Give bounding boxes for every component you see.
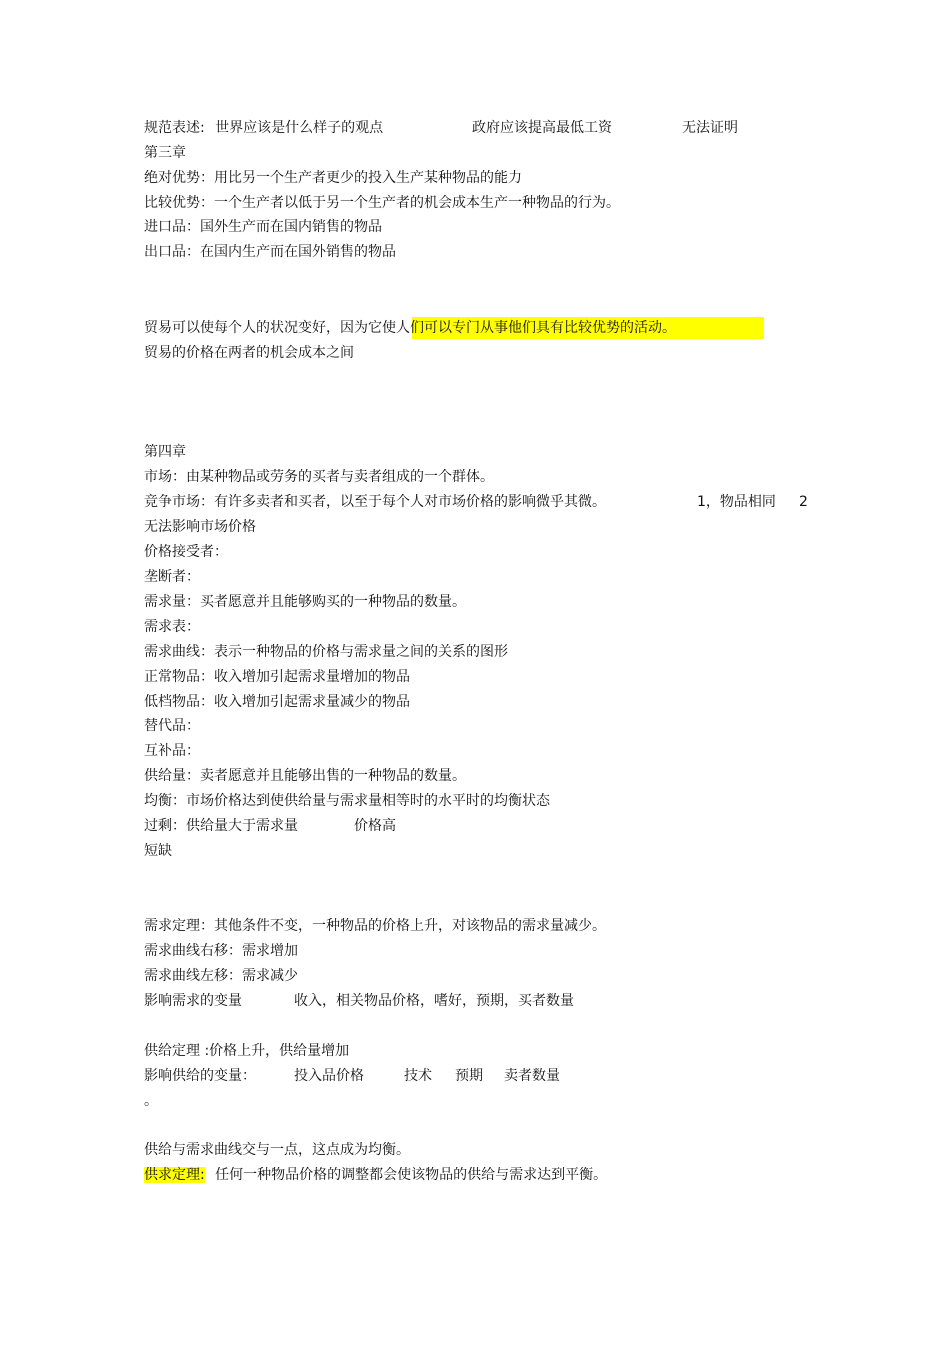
supply-variables-label: 影响供给的变量： xyxy=(144,1068,256,1084)
law-supply-demand-text: 任何一种物品价格的调整都会使该物品的供给与需求达到平衡。 xyxy=(215,1167,608,1183)
normative-label: 规范表述: xyxy=(144,120,205,136)
trade-benefit-highlight: 人们可以专门从事他们具有比较优势的活动。 xyxy=(396,320,676,336)
supply-variable-technology: 技术 xyxy=(404,1068,432,1084)
normative-line xyxy=(144,118,383,138)
market-definition: 市场：由某种物品或劳务的买者与卖者组成的一个群体。 xyxy=(144,469,494,485)
surplus-line: 过剩：供给量大于需求量 xyxy=(144,818,298,834)
quantity-supplied: 供给量：卖者愿意并且能够出售的一种物品的数量。 xyxy=(144,768,466,784)
substitutes: 替代品： xyxy=(144,718,200,734)
demand-curve: 需求曲线：表示一种物品的价格与需求量之间的关系的图形 xyxy=(144,644,508,660)
law-of-supply: 供给定理 :价格上升，供给量增加 xyxy=(144,1043,350,1059)
chapter-3-heading: 第三章 xyxy=(144,145,186,161)
competitive-market-definition: 竞争市场：有许多卖者和买者，以至于每个人对市场价格的影响微乎其微。 xyxy=(144,494,606,510)
normative-note: 无法证明 xyxy=(682,120,738,136)
supply-variable-expectations: 预期 xyxy=(455,1068,483,1084)
trade-benefit-text: 贸易可以使每个人的状况变好，因为它使 xyxy=(144,320,396,336)
demand-shift-left: 需求曲线左移：需求减少 xyxy=(144,968,298,984)
normative-definition: 世界应该是什么样子的观点 xyxy=(215,120,384,136)
demand-variables-list: 收入，相关物品价格，嗜好，预期，买者数量 xyxy=(294,993,574,1009)
normative-example: 政府应该提高最低工资 xyxy=(472,120,612,136)
supply-variable-sellers: 卖者数量 xyxy=(504,1068,560,1084)
competitive-continuation: 无法影响市场价格 xyxy=(144,519,256,535)
law-supply-demand-line xyxy=(144,1165,607,1185)
law-of-demand: 需求定理：其他条件不变，一种物品的价格上升，对该物品的需求量减少。 xyxy=(144,918,606,934)
exports-definition: 出口品：在国内生产而在国外销售的物品 xyxy=(144,244,396,260)
inferior-good: 低档物品：收入增加引起需求量减少的物品 xyxy=(144,694,410,710)
demand-variables-label: 影响需求的变量 xyxy=(144,993,242,1009)
imports-definition: 进口品：国外生产而在国内销售的物品 xyxy=(144,219,382,235)
complements: 互补品： xyxy=(144,743,200,759)
trade-benefit-line xyxy=(144,318,676,338)
demand-shift-right: 需求曲线右移：需求增加 xyxy=(144,943,298,959)
shortage: 短缺 xyxy=(144,843,172,859)
surplus-note: 价格高 xyxy=(354,818,396,834)
monopolist: 垄断者： xyxy=(144,569,200,585)
quantity-demanded: 需求量：买者愿意并且能够购买的一种物品的数量。 xyxy=(144,594,466,610)
demand-schedule: 需求表： xyxy=(144,619,200,635)
absolute-advantage: 绝对优势：用比另一个生产者更少的投入生产某种物品的能力 xyxy=(144,170,522,186)
trade-price-line: 贸易的价格在两者的机会成本之间 xyxy=(144,345,354,361)
comparative-advantage: 比较优势：一个生产者以低于另一个生产者的机会成本生产一种物品的行为。 xyxy=(144,195,620,211)
equilibrium: 均衡：市场价格达到使供给量与需求量相等时的水平时的均衡状态 xyxy=(144,793,550,809)
intersection-equilibrium: 供给与需求曲线交与一点，这点成为均衡。 xyxy=(144,1142,410,1158)
chapter-4-heading: 第四章 xyxy=(144,444,186,460)
competitive-note-2: 2 xyxy=(799,494,808,510)
law-supply-demand-label: 供求定理: xyxy=(144,1167,205,1183)
competitive-note-1: 1，物品相同 xyxy=(697,494,776,510)
price-taker: 价格接受者： xyxy=(144,544,228,560)
supply-variable-input-prices: 投入品价格 xyxy=(294,1068,364,1084)
normal-good: 正常物品：收入增加引起需求量增加的物品 xyxy=(144,669,410,685)
stray-period: 。 xyxy=(144,1093,158,1109)
